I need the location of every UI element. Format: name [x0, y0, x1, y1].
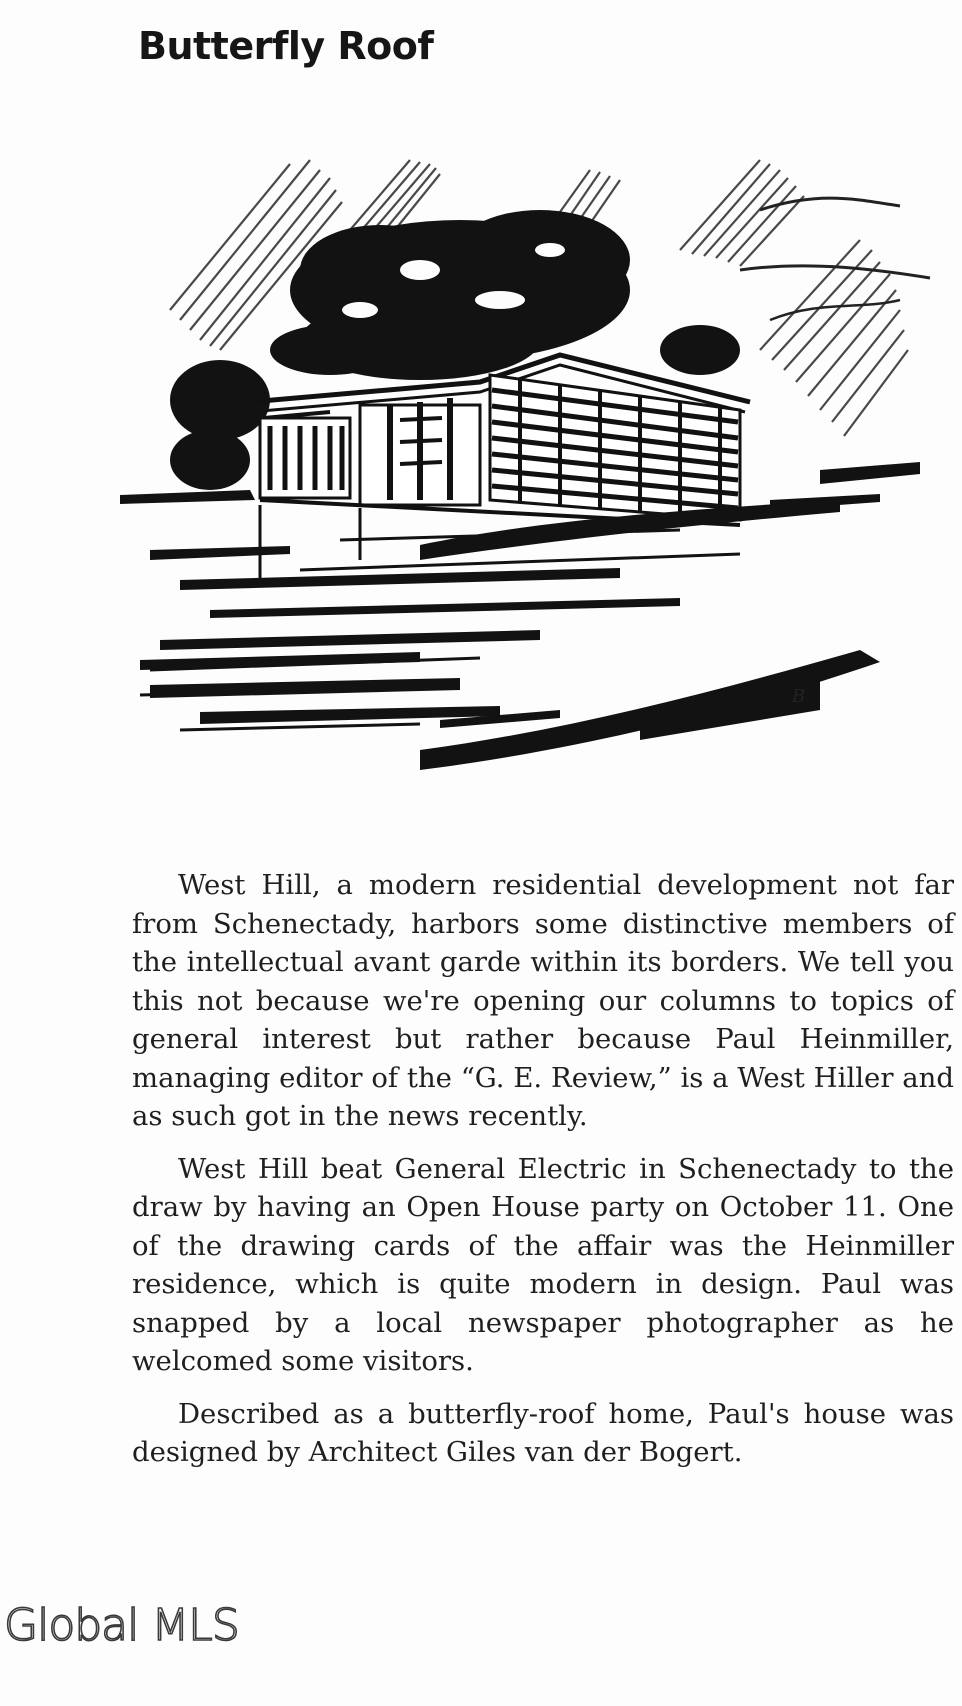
artist-signature: B — [792, 686, 806, 707]
paragraph-1: West Hill, a modern residential development not far from Schenectady, harbors some distinctive members of the intellectual avant garde within its borders. We tell you this not because we're opening our columns to topics of general interest but rather because Paul Heinmiller, managing editor of the “G. E. Review,” is a West Hiller and as such got in the news recently. — [132, 869, 954, 1132]
house-illustration — [120, 150, 960, 830]
ground-strokes — [120, 462, 920, 770]
article-body — [132, 866, 954, 1486]
global-mls-watermark: Global MLS — [4, 1600, 239, 1651]
paragraph-2: West Hill beat General Electric in Schenectady to the draw by having an Open House party on October 11. One of the drawing cards of the affair was the Heinmiller residence, which is quite modern in design. Paul was snapped by a local newspaper photographer as he welcomed some visitors. — [132, 1152, 954, 1377]
page-title: Butterfly Roof — [138, 24, 434, 68]
paragraph-3: Described as a butterfly-roof home, Paul's house was designed by Architect Giles van der Bogert. — [132, 1397, 954, 1468]
